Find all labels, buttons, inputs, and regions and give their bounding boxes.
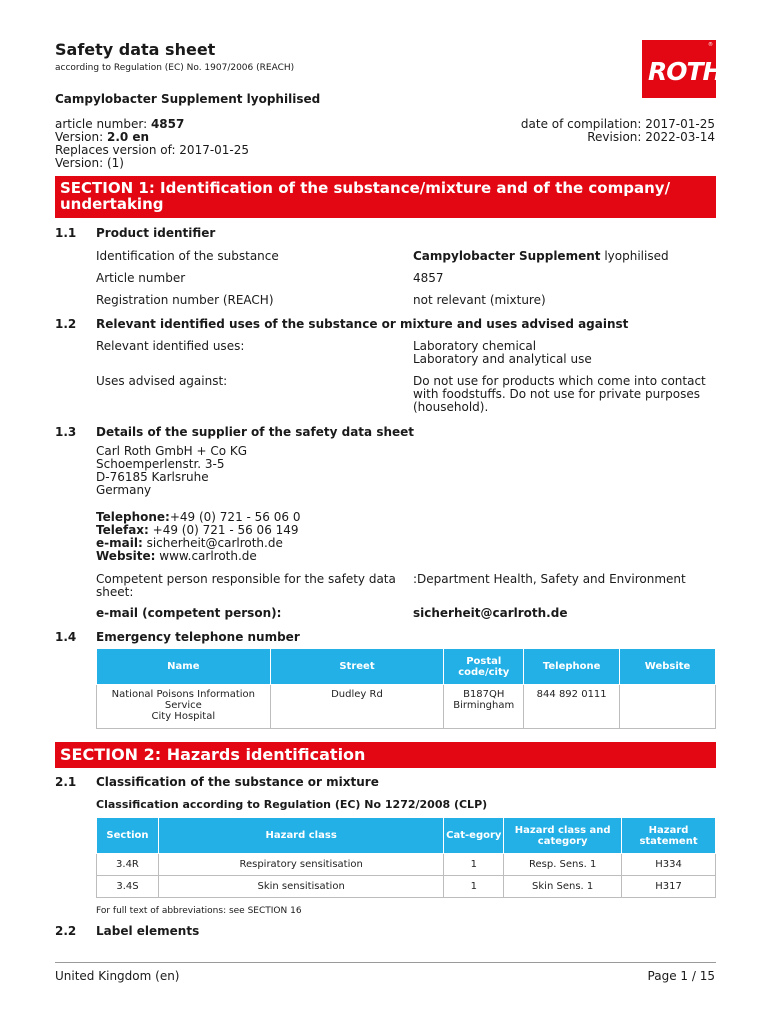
- table-cell: National Poisons Information Service City Hospital: [97, 685, 271, 729]
- column-header: Hazard statement: [622, 818, 716, 854]
- field-value: not relevant (mixture): [413, 293, 546, 307]
- table-cell: Skin Sens. 1: [504, 876, 622, 898]
- website-line: Website: www.carlroth.de: [96, 549, 257, 563]
- table-row: [97, 876, 716, 898]
- column-header: Cat-egory: [444, 818, 504, 854]
- section-number: 2.2: [55, 924, 77, 938]
- table-cell: Respiratory sensitisation: [158, 854, 443, 876]
- section-2-header: SECTION 2: Hazards identification: [55, 742, 716, 768]
- emergency-contacts-table: [96, 648, 716, 729]
- section-number: 1.4: [55, 630, 77, 644]
- field-label: Competent person responsible for the safety data sheet:: [96, 572, 396, 599]
- product-name: Campylobacter Supplement lyophilised: [55, 92, 321, 106]
- column-header: Hazard class and category: [504, 818, 622, 854]
- field-value: 4857: [413, 271, 444, 285]
- table-cell: H334: [622, 854, 716, 876]
- section-number: 2.1: [55, 775, 77, 789]
- footer-divider: [55, 962, 716, 963]
- classification-subheading: Classification according to Regulation (EC) No 1272/2008 (CLP): [96, 798, 488, 811]
- column-header: Telephone: [524, 649, 620, 685]
- table-row: [97, 685, 716, 729]
- hazard-classification-table: [96, 817, 716, 898]
- field-value: :Department Health, Safety and Environment: [413, 572, 686, 586]
- table-cell: Resp. Sens. 1: [504, 854, 622, 876]
- subsection-heading: Relevant identified uses of the substance or mixture and uses advised against: [96, 317, 629, 331]
- document-title: Safety data sheet: [55, 40, 216, 59]
- table-cell: H317: [622, 876, 716, 898]
- supplier-contacts: [96, 511, 300, 563]
- field-value: Campylobacter Supplement lyophilised: [413, 249, 669, 263]
- table-cell: 3.4R: [97, 854, 159, 876]
- table-cell: B187QH Birmingham: [444, 685, 524, 729]
- table-cell: [620, 685, 716, 729]
- abbreviations-footnote: For full text of abbreviations: see SECTION 16: [96, 906, 302, 916]
- meta-left: [55, 118, 249, 170]
- registered-mark: ®: [708, 42, 713, 48]
- column-header: Postal code/city: [444, 649, 524, 685]
- section-number: 1.1: [55, 226, 77, 240]
- table-cell: 844 892 0111: [524, 685, 620, 729]
- field-label: e-mail (competent person):: [96, 606, 282, 620]
- telefax-line: Telefax: +49 (0) 721 - 56 06 149: [96, 523, 299, 537]
- version-line: Version: 2.0 en: [55, 130, 150, 144]
- table-header-row: [97, 818, 716, 854]
- roth-logo: [642, 40, 723, 98]
- table-cell: Skin sensitisation: [158, 876, 443, 898]
- email-line: e-mail: sicherheit@carlroth.de: [96, 536, 283, 550]
- section-number: 1.2: [55, 317, 77, 331]
- table-cell: 3.4S: [97, 876, 159, 898]
- section-1-header: SECTION 1: Identification of the substance/mixture and of the company/ undertaking: [55, 176, 716, 218]
- subsection-heading: Classification of the substance or mixture: [96, 775, 379, 789]
- table-header-row: [97, 649, 716, 685]
- revision-date: Revision: 2022-03-14: [587, 130, 715, 144]
- field-label: Identification of the substance: [96, 249, 279, 263]
- prev-version-line: Version: (1): [55, 156, 124, 170]
- table-cell: Dudley Rd: [270, 685, 444, 729]
- field-value: Laboratory chemical Laboratory and analytical use: [413, 339, 592, 366]
- column-header: Hazard class: [158, 818, 443, 854]
- document-subtitle: according to Regulation (EC) No. 1907/2006 (REACH): [55, 63, 295, 73]
- field-value: Do not use for products which come into contact with foodstuffs. Do not use for private purposes (household).: [413, 374, 706, 414]
- meta-right: [521, 118, 715, 144]
- field-label: Relevant identified uses:: [96, 339, 245, 353]
- field-value: sicherheit@carlroth.de: [413, 606, 568, 620]
- subsection-heading: Label elements: [96, 924, 200, 938]
- column-header: Name: [97, 649, 271, 685]
- subsection-heading: Product identifier: [96, 226, 216, 240]
- replaces-line: Replaces version of: 2017-01-25: [55, 143, 250, 157]
- column-header: Website: [620, 649, 716, 685]
- footer-country: United Kingdom (en): [55, 969, 180, 983]
- supplier-address: Carl Roth GmbH + Co KG Schoemperlenstr. 3-5 D-76185 Karlsruhe Germany: [96, 444, 248, 497]
- table-cell: 1: [444, 854, 504, 876]
- logo-text: ROTH: [648, 57, 723, 86]
- column-header: Street: [270, 649, 444, 685]
- column-header: Section: [97, 818, 159, 854]
- field-label: Uses advised against:: [96, 374, 228, 388]
- table-row: [97, 854, 716, 876]
- page-number: Page 1 / 15: [647, 969, 715, 983]
- section-number: 1.3: [55, 425, 77, 439]
- subsection-heading: Emergency telephone number: [96, 630, 300, 644]
- article-number-line: article number: 4857: [55, 117, 185, 131]
- compilation-date: date of compilation: 2017-01-25: [520, 117, 715, 131]
- subsection-heading: Details of the supplier of the safety data sheet: [96, 425, 415, 439]
- field-label: Article number: [96, 271, 186, 285]
- field-label: Registration number (REACH): [96, 293, 274, 307]
- telephone-line: Telephone:+49 (0) 721 - 56 06 0: [96, 510, 301, 524]
- table-cell: 1: [444, 876, 504, 898]
